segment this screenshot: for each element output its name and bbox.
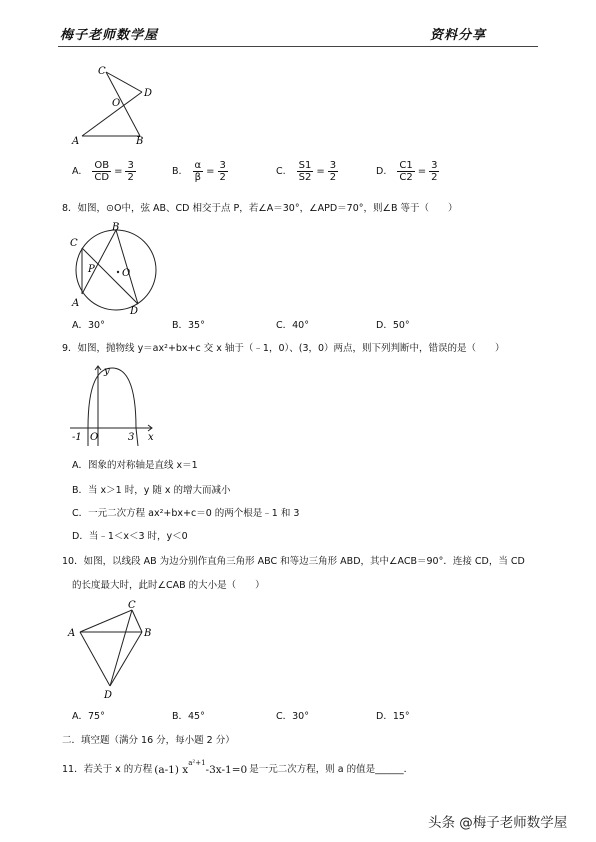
q7-label-d: D	[144, 88, 153, 99]
q9-stem: 9．如图，抛物线 y＝ax²+bx+c 交 x 轴于（﹣1，0）、(3，0）两点，则下列判断中，错误的是（ ）	[62, 343, 505, 354]
q10-option-a[interactable]: A．75°	[72, 711, 105, 722]
q8-option-c[interactable]: C．40°	[276, 320, 309, 331]
q10-label-b: B	[144, 628, 152, 639]
q10-label-d: D	[104, 690, 113, 700]
q9-label-y: y	[104, 366, 110, 377]
q9-label-o: O	[90, 432, 99, 443]
section-fill-in-heading: 二．填空题（满分 16 分，每小题 2 分）	[62, 735, 235, 746]
q11-prefix: 11．若关于 x 的方程	[62, 764, 153, 775]
header-rule	[58, 46, 538, 47]
q8-label-o: O	[122, 268, 131, 279]
q9-label-3: 3	[128, 432, 135, 443]
q10-label-a: A	[68, 628, 76, 639]
q9-label-x: x	[148, 432, 154, 443]
q7-option-c[interactable]: C. $\frac{S1}{S2}$ = $\frac{3}{2}$	[276, 160, 337, 183]
q11-equation: (a-1) x	[154, 764, 189, 776]
q9-option-c[interactable]: C．一元二次方程 ax²+bx+c＝0 的两个根是﹣1 和 3	[72, 508, 300, 519]
q10-option-d[interactable]: D．15°	[376, 711, 410, 722]
q7-figure	[70, 62, 160, 146]
q10-option-c[interactable]: C．30°	[276, 711, 309, 722]
q9-label-neg1: -1	[72, 432, 82, 443]
q8-label-d: D	[130, 306, 139, 316]
q10-stem-line1: 10．如图，以线段 AB 为边分别作直角三角形 ABC 和等边三角形 ABD，其中∠ACB＝90°．连接 CD，当 CD	[62, 556, 525, 567]
q10-label-c: C	[128, 600, 136, 611]
q8-option-d[interactable]: D．50°	[376, 320, 410, 331]
q9-option-b[interactable]: B．当 x＞1 时，y 随 x 的增大而减小	[72, 485, 231, 496]
q11-exponent: a²+1	[188, 759, 206, 767]
q10-figure	[66, 598, 162, 700]
q8-label-p: P	[88, 264, 95, 275]
q8-figure	[66, 220, 166, 316]
q8-label-b: B	[112, 222, 120, 233]
q10-stem-line2: 的长度最大时，此时∠CAB 的大小是（ ）	[72, 580, 265, 591]
q11-suffix: 是一元二次方程，则 a 的值是______．	[249, 764, 414, 775]
q8-label-a: A	[72, 298, 80, 309]
q7-option-a[interactable]: A. $\frac{OB}{CD}$ = $\frac{3}{2}$	[72, 160, 134, 183]
q7-option-b[interactable]: B. $\frac{\alpha}{\beta}$ = $\frac{3}{2}$	[172, 160, 226, 183]
header-left-title: 梅子老师数学屋	[60, 28, 159, 43]
q7-label-a: A	[72, 136, 80, 146]
q7-label-o: O	[112, 98, 121, 109]
q11-stem	[62, 759, 414, 776]
q7-label-c: C	[98, 66, 106, 77]
q10-option-b[interactable]: B．45°	[172, 711, 205, 722]
q9-option-a[interactable]: A．图象的对称轴是直线 x＝1	[72, 460, 198, 471]
watermark: 头条 @梅子老师数学屋	[428, 815, 568, 831]
q8-stem: 8．如图，⊙O中，弦 AB、CD 相交于点 P，若∠A＝30°，∠APD＝70°，则∠B 等于（ ）	[62, 203, 458, 214]
q9-figure	[68, 362, 160, 448]
q9-option-d[interactable]: D．当﹣1＜x＜3 时，y＜0	[72, 531, 188, 542]
q8-option-b[interactable]: B．35°	[172, 320, 205, 331]
q7-option-d[interactable]: D. $\frac{C1}{C2}$ = $\frac{3}{2}$	[376, 160, 438, 183]
q7-label-b: B	[136, 136, 144, 146]
header-right-title: 资料分享	[430, 28, 487, 43]
q8-option-a[interactable]: A．30°	[72, 320, 105, 331]
q11-equation-tail: -3x-1=0	[205, 764, 248, 776]
q8-label-c: C	[70, 238, 78, 249]
